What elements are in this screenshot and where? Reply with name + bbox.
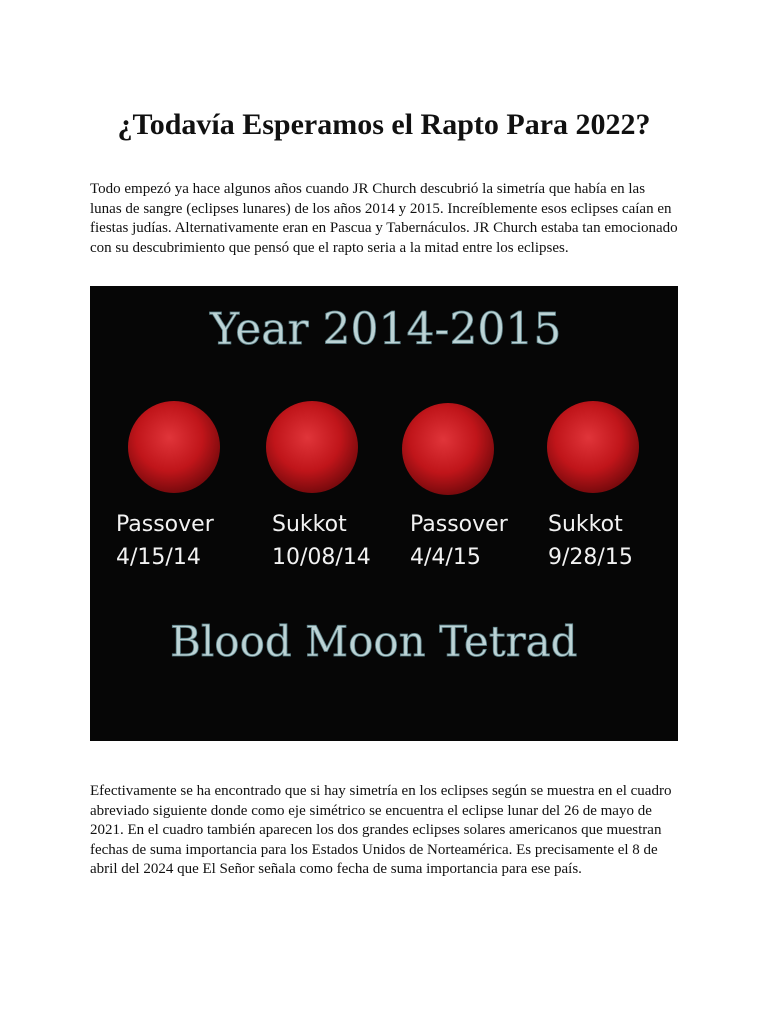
moon-4-feast: Sukkot (548, 512, 623, 537)
blood-moon-icon (266, 401, 358, 493)
moon-3-feast: Passover (410, 512, 508, 537)
moon-1 (116, 401, 220, 570)
intro-paragraph: Todo empezó ya hace algunos años cuando JR Church descubrió la simetría que había en las lunas de sangre (eclipses lunares) de los años 2014 y 2015. Increíblemente esos eclipses caían en fiestas judías. Alternativamente eran en Pascua y Tabernáculos. JR Church estaba tan emocionado con su descubrimiento que pensó que el rapto seria a la mitad entre los eclipses. (90, 181, 678, 256)
symmetry-paragraph: Efectivamente se ha encontrado que si hay simetría en los eclipses según se muestra en el cuadro abreviado siguiente donde como eje simétrico se encuentra el eclipse lunar del 26 de mayo de 2021. En el cuadro también aparecen los dos grandes eclipses solares americanos que muestran fechas de suma importancia para los Estados Unidos de Norteamérica. Es precisamente el 8 de abril del 2024 que El Señor señala como fecha de suma importancia para ese país. (90, 783, 672, 877)
blood-moon-icon (402, 403, 494, 495)
moon-1-feast: Passover (116, 512, 214, 537)
blood-moon-icon (547, 401, 639, 493)
figure-footer: Blood Moon Tetrad (170, 617, 578, 666)
blood-moon-image (90, 286, 678, 741)
moon-4 (547, 401, 639, 570)
moon-2-date: 10/08/14 (272, 545, 371, 570)
document-title: ¿Todavía Esperamos el Rapto Para 2022? (117, 108, 651, 141)
moon-2-feast: Sukkot (272, 512, 347, 537)
moon-4-date: 9/28/15 (548, 545, 633, 570)
blood-moon-graphic (90, 286, 678, 741)
moon-3 (402, 403, 509, 570)
blood-moon-icon (128, 401, 220, 493)
moon-2 (266, 401, 371, 570)
figure-heading: Year 2014-2015 (210, 304, 562, 355)
moon-3-date: 4/4/15 (410, 545, 481, 570)
moon-1-date: 4/15/14 (116, 545, 201, 570)
